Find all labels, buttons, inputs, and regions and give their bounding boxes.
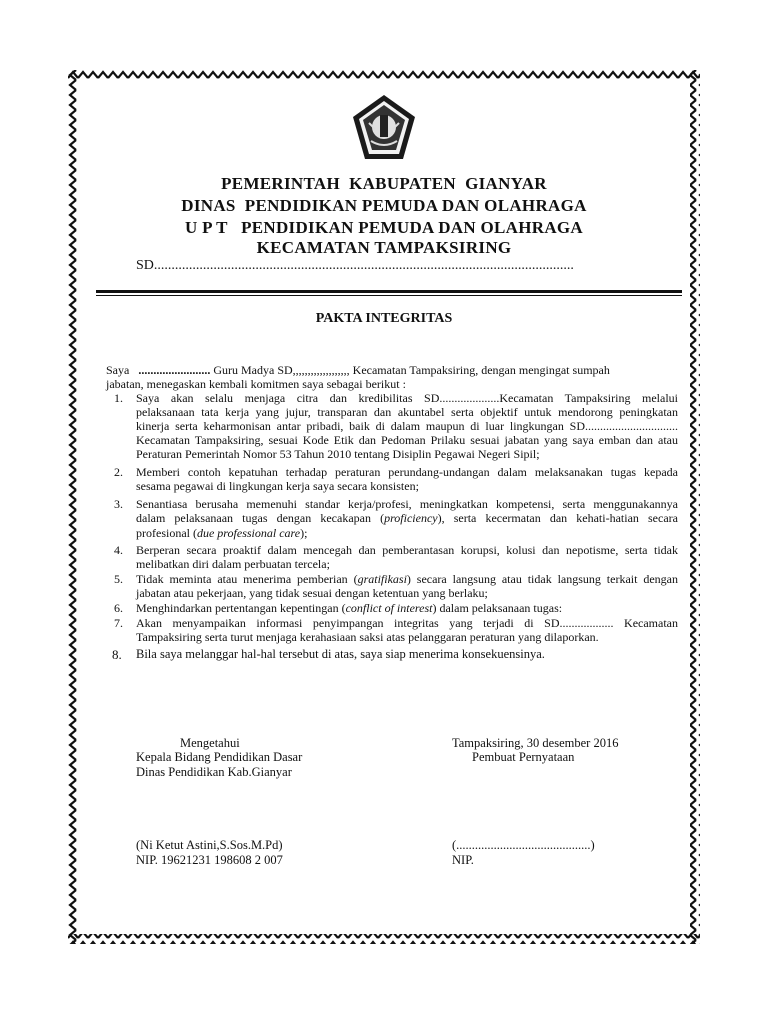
item-5-line-2: jabatan atau pekerjaan, yang tidak sesuai dengan ketentuan yang berlaku; (136, 586, 488, 600)
header-line-government: PEMERINTAH KABUPATEN GIANYAR (221, 174, 547, 193)
acknowledged-label: Mengetahui (180, 736, 240, 750)
right-signer-role: Pembuat Pernyataan (472, 750, 575, 764)
header-divider-thin (96, 295, 682, 296)
item-1-line-4: Kecamatan Tampaksiring, sesuai Kode Etik dan Pedoman Prilaku sesuai jabatan yang saya emban dan atau (136, 433, 678, 447)
item-7-line-2: Tampaksiring serta turut menjaga kerahasiaan saksi atas pelanggaran peraturan yang dilaporkan. (136, 630, 599, 644)
header-line-agency: DINAS PENDIDIKAN PEMUDA DAN OLAHRAGA (181, 196, 587, 215)
item-number: 5. (114, 572, 123, 586)
item-7-line-1: Akan menyampaikan informasi penyimpangan integritas yang terjadi di SD.................. Kecamatan (136, 616, 678, 630)
header-line-upt: U P T PENDIDIKAN PEMUDA DAN OLAHRAGA (184, 218, 584, 237)
item-1-line-2: pelaksanaan tata kerja yang jujur, transparan dan akuntabel serta objektif untuk mendorong peningkatan (136, 405, 678, 419)
item-5-line-1: Tidak meminta atau menerima pemberian (gratifikasi) secara langsung atau tidak langsung terkait dengan (136, 572, 678, 586)
item-4-line-1: Berperan secara proaktif dalam mencegah dan pemberantasan korupsi, kolusi dan nepotisme, serta tidak (136, 543, 678, 557)
right-signer-name: (...........................................) (452, 838, 595, 852)
item-3-line-2: dalam pelaksanaan tugas dengan kecakapan (proficiency), serta kecermatan dan kehati-hatian secara (136, 511, 678, 525)
regency-emblem (351, 93, 417, 163)
item-1-line-5: Peraturan Pemerintah Nomor 53 Tahun 2010 tentang Disiplin Pegawai Negeri Sipil; (136, 447, 540, 461)
intro-line-2: jabatan, menegaskan kembali komitmen saya sebagai berikut : (106, 377, 406, 391)
left-signer-nip: NIP. 19621231 198608 2 007 (136, 853, 283, 867)
left-signer-name: (Ni Ketut Astini,S.Sos.M.Pd) (136, 838, 283, 852)
item-1-line-3: kinerja serta keharmonisan antar pribadi, baik di dalam maupun di luar lingkungan SD............................... (136, 419, 678, 433)
header-divider-thick (96, 290, 682, 293)
item-number: 2. (114, 465, 123, 479)
item-1-line-1: Saya akan selalu menjaga citra dan kredibilitas SD....................Kecamatan Tampaksiring melalui (136, 391, 678, 405)
item-number: 4. (114, 543, 123, 557)
school-name-line: SD........................................................................................................................ (136, 258, 574, 273)
item-number: 3. (114, 497, 123, 511)
right-signer-nip: NIP. (452, 853, 474, 867)
item-2-line-2: sesama pegawai di lingkungan kerja saya secara konsisten; (136, 479, 419, 493)
item-number: 7. (114, 616, 123, 630)
item-8-line-1: Bila saya melanggar hal-hal tersebut di atas, saya siap menerima konsekuensinya. (136, 647, 545, 661)
item-6-line-1: Menghindarkan pertentangan kepentingan (conflict of interest) dalam pelaksanaan tugas: (136, 601, 563, 615)
item-3-line-3: profesional (due professional care); (136, 526, 308, 540)
item-number: 1. (114, 391, 123, 405)
item-2-line-1: Memberi contoh kepatuhan terhadap peraturan perundang-undangan dalam melaksanakan tugas kepada (136, 465, 678, 479)
left-signer-role-2: Dinas Pendidikan Kab.Gianyar (136, 765, 292, 779)
document-title: PAKTA INTEGRITAS (315, 311, 453, 326)
intro-line-1: Saya ........................ Guru Madya SD,,,,,,,,,,,,,,,,,,, Kecamatan Tampaksiring, dengan mengingat sumpah (106, 363, 610, 377)
header-line-district: KECAMATAN TAMPAKSIRING (256, 238, 512, 257)
place-date: Tampaksiring, 30 desember 2016 (452, 736, 619, 750)
item-number: 6. (114, 601, 123, 615)
item-3-line-1: Senantiasa berusaha memenuhi standar kerja/profesi, meningkatkan kompetensi, serta menggunakannya (136, 497, 678, 511)
left-signer-role-1: Kepala Bidang Pendidikan Dasar (136, 750, 303, 764)
item-number: 8. (112, 647, 122, 662)
item-4-line-2: melibatkan diri dalam perbuatan tercela; (136, 557, 330, 571)
